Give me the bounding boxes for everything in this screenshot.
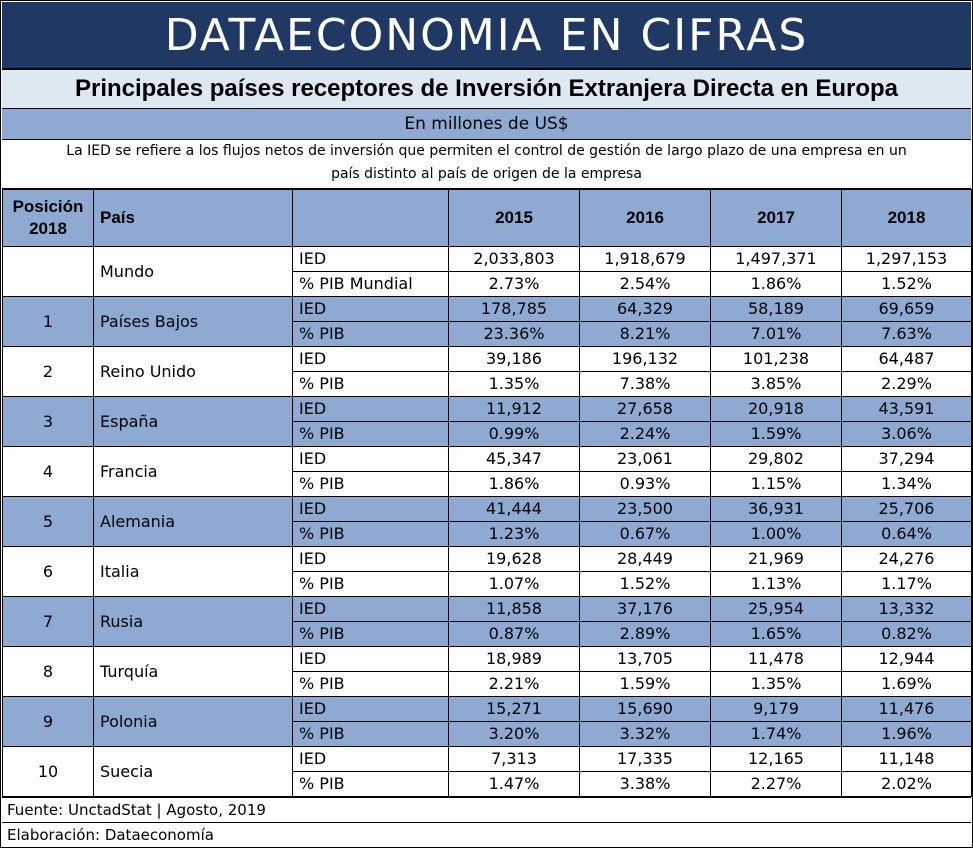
metric-label-pib: % PIB xyxy=(293,672,449,697)
ied-value: 58,189 xyxy=(711,297,842,322)
footer-author: Elaboración: Dataeconomía xyxy=(2,822,971,846)
metric-label-ied: IED xyxy=(293,447,449,472)
header-country: País xyxy=(94,190,293,247)
metric-label-ied: IED xyxy=(293,347,449,372)
ied-value: 11,912 xyxy=(449,397,580,422)
table-row-ied xyxy=(3,597,972,622)
pib-value: 1.23% xyxy=(449,522,580,547)
table-row-ied xyxy=(3,547,972,572)
ied-value: 23,500 xyxy=(580,497,711,522)
ied-value: 25,706 xyxy=(842,497,972,522)
table-row-ied xyxy=(3,647,972,672)
country-cell: Países Bajos xyxy=(94,297,293,347)
ied-value: 39,186 xyxy=(449,347,580,372)
country-cell: Francia xyxy=(94,447,293,497)
position-cell: 1 xyxy=(3,297,94,347)
ied-value: 64,487 xyxy=(842,347,972,372)
ied-value: 13,705 xyxy=(580,647,711,672)
banner-title: DATAECONOMIA EN CIFRAS xyxy=(2,2,971,70)
ied-value: 196,132 xyxy=(580,347,711,372)
country-cell: Alemania xyxy=(94,497,293,547)
ied-value: 12,165 xyxy=(711,747,842,772)
position-cell: 2 xyxy=(3,347,94,397)
pib-value: 1.13% xyxy=(711,572,842,597)
pib-value: 0.87% xyxy=(449,622,580,647)
pib-value: 2.27% xyxy=(711,772,842,797)
metric-label-pib: % PIB Mundial xyxy=(293,272,449,297)
ied-value: 24,276 xyxy=(842,547,972,572)
position-cell xyxy=(3,247,94,297)
pib-value: 7.01% xyxy=(711,322,842,347)
table-row-ied xyxy=(3,397,972,422)
pib-value: 7.63% xyxy=(842,322,972,347)
ied-value: 64,329 xyxy=(580,297,711,322)
table-row-ied xyxy=(3,697,972,722)
pib-value: 0.93% xyxy=(580,472,711,497)
ied-value: 45,347 xyxy=(449,447,580,472)
ied-value: 69,659 xyxy=(842,297,972,322)
metric-label-ied: IED xyxy=(293,397,449,422)
ied-value: 41,444 xyxy=(449,497,580,522)
pib-value: 1.86% xyxy=(711,272,842,297)
position-cell: 9 xyxy=(3,697,94,747)
pib-value: 3.20% xyxy=(449,722,580,747)
pib-value: 1.59% xyxy=(580,672,711,697)
country-cell: Suecia xyxy=(94,747,293,797)
ied-value: 21,969 xyxy=(711,547,842,572)
ied-value: 11,858 xyxy=(449,597,580,622)
ied-value: 36,931 xyxy=(711,497,842,522)
metric-label-pib: % PIB xyxy=(293,722,449,747)
ied-value: 37,176 xyxy=(580,597,711,622)
ied-value: 1,297,153 xyxy=(842,247,972,272)
header-year-2018: 2018 xyxy=(842,190,972,247)
ied-value: 11,476 xyxy=(842,697,972,722)
pib-value: 3.85% xyxy=(711,372,842,397)
pib-value: 1.69% xyxy=(842,672,972,697)
table-row-ied xyxy=(3,297,972,322)
position-cell: 8 xyxy=(3,647,94,697)
position-cell: 3 xyxy=(3,397,94,447)
header-position-line1: Posición xyxy=(12,197,84,216)
ied-value: 178,785 xyxy=(449,297,580,322)
metric-label-ied: IED xyxy=(293,547,449,572)
country-cell: Rusia xyxy=(94,597,293,647)
pib-value: 1.35% xyxy=(711,672,842,697)
footer-source: Fuente: UnctadStat | Agosto, 2019 xyxy=(2,797,971,821)
ied-value: 29,802 xyxy=(711,447,842,472)
ied-value: 1,497,371 xyxy=(711,247,842,272)
ied-value: 12,944 xyxy=(842,647,972,672)
pib-value: 3.32% xyxy=(580,722,711,747)
ied-value: 2,033,803 xyxy=(449,247,580,272)
pib-value: 1.96% xyxy=(842,722,972,747)
metric-label-pib: % PIB xyxy=(293,322,449,347)
pib-value: 1.52% xyxy=(842,272,972,297)
header-position xyxy=(3,190,94,247)
ied-value: 15,271 xyxy=(449,697,580,722)
country-cell: Reino Unido xyxy=(94,347,293,397)
pib-value: 1.34% xyxy=(842,472,972,497)
pib-value: 0.64% xyxy=(842,522,972,547)
ied-value: 25,954 xyxy=(711,597,842,622)
pib-value: 1.35% xyxy=(449,372,580,397)
position-cell: 5 xyxy=(3,497,94,547)
ied-value: 37,294 xyxy=(842,447,972,472)
country-cell: Turquía xyxy=(94,647,293,697)
metric-label-pib: % PIB xyxy=(293,472,449,497)
metric-label-pib: % PIB xyxy=(293,522,449,547)
metric-label-ied: IED xyxy=(293,747,449,772)
metric-label-pib: % PIB xyxy=(293,422,449,447)
ied-value: 11,148 xyxy=(842,747,972,772)
table-row-ied xyxy=(3,347,972,372)
pib-value: 3.06% xyxy=(842,422,972,447)
header-row xyxy=(3,190,972,247)
metric-label-ied: IED xyxy=(293,597,449,622)
pib-value: 1.47% xyxy=(449,772,580,797)
metric-label-pib: % PIB xyxy=(293,372,449,397)
note-line-2: país distinto al país de origen de la empresa xyxy=(331,166,642,182)
metric-label-pib: % PIB xyxy=(293,772,449,797)
position-cell: 10 xyxy=(3,747,94,797)
table-row-ied xyxy=(3,747,972,772)
country-cell: Italia xyxy=(94,547,293,597)
pib-value: 0.99% xyxy=(449,422,580,447)
ied-value: 15,690 xyxy=(580,697,711,722)
country-cell: España xyxy=(94,397,293,447)
header-year-2016: 2016 xyxy=(580,190,711,247)
ied-value: 43,591 xyxy=(842,397,972,422)
table-row-ied xyxy=(3,247,972,272)
metric-label-pib: % PIB xyxy=(293,622,449,647)
metric-label-ied: IED xyxy=(293,247,449,272)
ied-value: 7,313 xyxy=(449,747,580,772)
pib-value: 2.02% xyxy=(842,772,972,797)
ied-value: 9,179 xyxy=(711,697,842,722)
pib-value: 2.21% xyxy=(449,672,580,697)
pib-value: 1.74% xyxy=(711,722,842,747)
pib-value: 1.59% xyxy=(711,422,842,447)
ied-value: 1,918,679 xyxy=(580,247,711,272)
table-row-ied xyxy=(3,447,972,472)
pib-value: 2.29% xyxy=(842,372,972,397)
pib-value: 1.15% xyxy=(711,472,842,497)
metric-label-ied: IED xyxy=(293,647,449,672)
pib-value: 1.07% xyxy=(449,572,580,597)
ied-value: 18,989 xyxy=(449,647,580,672)
pib-value: 8.21% xyxy=(580,322,711,347)
pib-value: 1.00% xyxy=(711,522,842,547)
pib-value: 23.36% xyxy=(449,322,580,347)
ied-value: 20,918 xyxy=(711,397,842,422)
table-row-ied xyxy=(3,497,972,522)
ied-value: 17,335 xyxy=(580,747,711,772)
country-cell: Mundo xyxy=(94,247,293,297)
pib-value: 2.24% xyxy=(580,422,711,447)
definition-note xyxy=(2,140,971,189)
pib-value: 1.17% xyxy=(842,572,972,597)
data-table xyxy=(2,189,972,797)
pib-value: 3.38% xyxy=(580,772,711,797)
pib-value: 1.86% xyxy=(449,472,580,497)
ied-value: 101,238 xyxy=(711,347,842,372)
ied-value: 19,628 xyxy=(449,547,580,572)
position-cell: 6 xyxy=(3,547,94,597)
ied-value: 28,449 xyxy=(580,547,711,572)
pib-value: 1.52% xyxy=(580,572,711,597)
ied-value: 11,478 xyxy=(711,647,842,672)
country-cell: Polonia xyxy=(94,697,293,747)
header-position-line2: 2018 xyxy=(29,219,67,238)
header-metric xyxy=(293,190,449,247)
position-cell: 7 xyxy=(3,597,94,647)
header-year-2017: 2017 xyxy=(711,190,842,247)
pib-value: 1.65% xyxy=(711,622,842,647)
metric-label-ied: IED xyxy=(293,497,449,522)
pib-value: 2.54% xyxy=(580,272,711,297)
pib-value: 2.73% xyxy=(449,272,580,297)
pib-value: 7.38% xyxy=(580,372,711,397)
metric-label-ied: IED xyxy=(293,297,449,322)
position-cell: 4 xyxy=(3,447,94,497)
units-label: En millones de US$ xyxy=(2,109,971,140)
pib-value: 0.82% xyxy=(842,622,972,647)
header-year-2015: 2015 xyxy=(449,190,580,247)
table-title: Principales países receptores de Inversión Extranjera Directa en Europa xyxy=(2,70,971,109)
pib-value: 2.89% xyxy=(580,622,711,647)
pib-value: 0.67% xyxy=(580,522,711,547)
metric-label-ied: IED xyxy=(293,697,449,722)
ied-value: 13,332 xyxy=(842,597,972,622)
ied-value: 23,061 xyxy=(580,447,711,472)
note-line-1: La IED se refiere a los flujos netos de inversión que permiten el control de gestión de largo plazo de una empresa en un xyxy=(66,143,907,159)
ied-value: 27,658 xyxy=(580,397,711,422)
metric-label-pib: % PIB xyxy=(293,572,449,597)
